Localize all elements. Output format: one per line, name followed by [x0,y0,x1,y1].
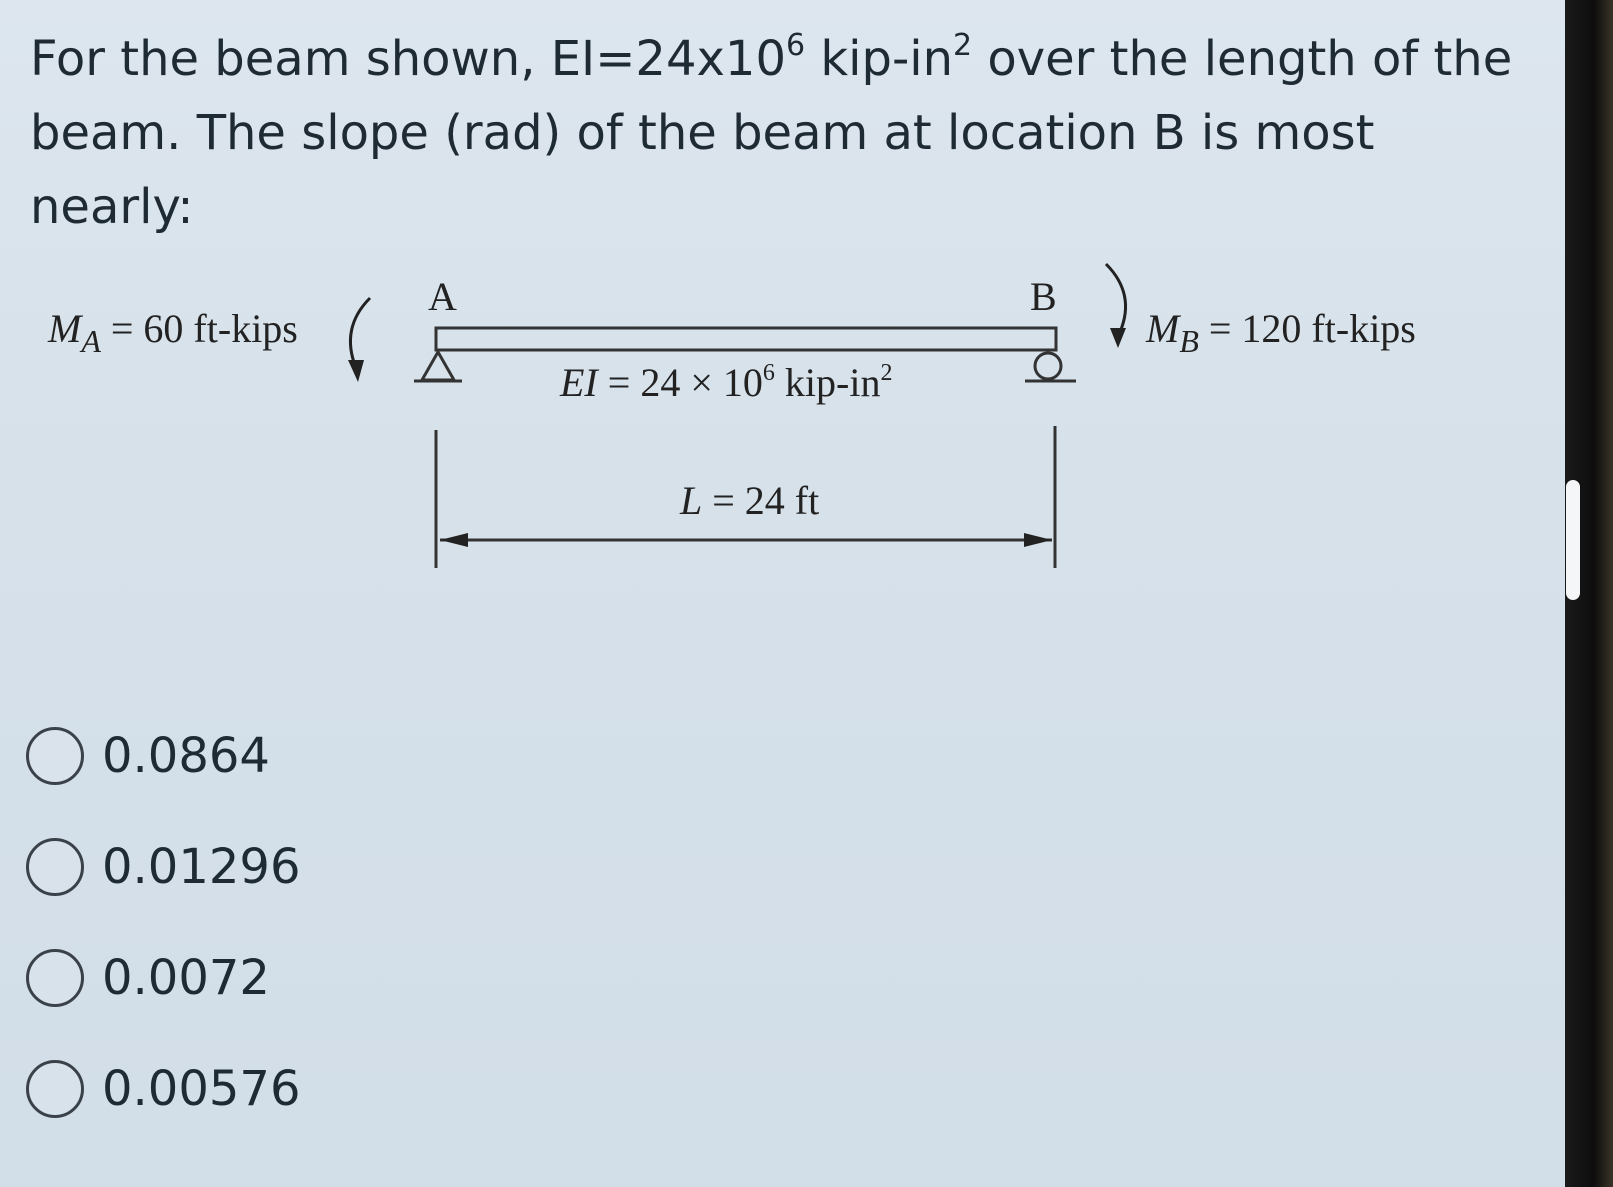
choice-2[interactable] [26,811,301,922]
moment-b-arrowhead [1110,328,1126,348]
radio-button[interactable] [26,727,84,785]
choice-4[interactable] [26,1033,301,1144]
question-line-2: beam. The slope (rad) of the beam at location B is most nearly: [30,105,1375,235]
question-part: For the beam shown, EI=24x10 [30,31,786,87]
radio-button[interactable] [26,838,84,896]
moment-a-arrow [350,298,370,368]
question-text [30,22,1530,244]
answer-choices [26,700,301,1144]
moment-a-label: $M_A = 60$ ft-kips [48,306,298,359]
choice-label: 0.00576 [102,1060,301,1117]
question-part: over the length of the [972,31,1513,87]
scrollbar[interactable] [1566,480,1580,600]
choice-label: 0.01296 [102,838,301,895]
choice-label: 0.0072 [102,949,270,1006]
beam [436,328,1056,350]
exponent: 6 [785,28,806,63]
moment-b-arrow [1106,264,1126,332]
support-b-label: B [1030,274,1057,319]
length-label: L = 24 ft [680,478,820,523]
radio-button[interactable] [26,1060,84,1118]
dimension-arrow-left [440,533,468,547]
question-part: kip-in [805,31,954,87]
dimension-arrow-right [1024,533,1052,547]
roller-support-b [1035,353,1061,379]
choice-1[interactable] [26,700,301,811]
choice-3[interactable] [26,922,301,1033]
ei-label: EI = $24 \times 10^6$ kip-$in^2$ [560,360,893,405]
beam-diagram [40,260,1520,620]
pin-support-a [422,352,454,380]
choice-label: 0.0864 [102,727,270,784]
radio-button[interactable] [26,949,84,1007]
moment-a-arrowhead [348,360,364,382]
question-line-1 [30,22,1530,96]
support-a-label: A [428,274,457,319]
exponent: 2 [953,28,973,63]
moment-b-label: $M_B = 120$ ft-kips [1146,306,1416,359]
